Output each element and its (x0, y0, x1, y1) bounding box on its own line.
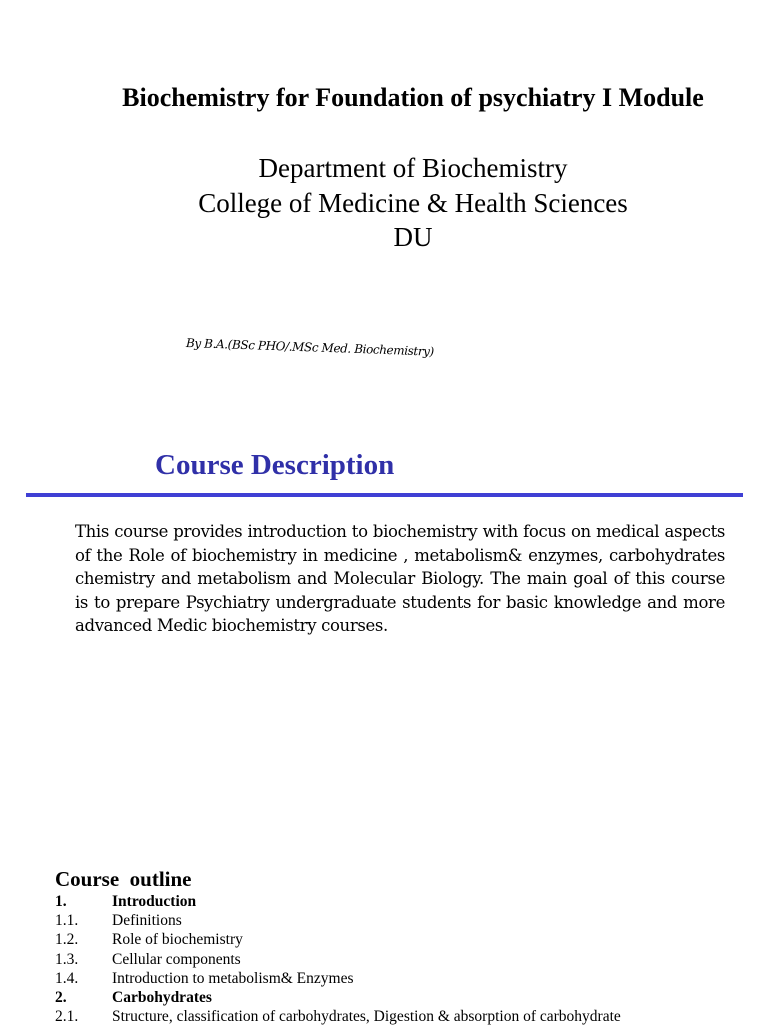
outline-item-text: Definitions (112, 912, 182, 930)
course-description-text: This course provides introduction to biochemistry with focus on medical aspects of the Role of biochemistry in medicine , metabolism& enzymes, carbohydrates chemistry and metabolism and Molecular Biology. The main goal of this course is to prepare Psychiatry undergraduate students for basic knowledge and more advanced Medic biochemistry courses. (75, 522, 725, 635)
outline-item-text: Role of biochemistry (112, 931, 243, 949)
course-outline-list (55, 892, 768, 1026)
outline-item-text: Introduction (112, 893, 197, 910)
outline-item-text: Carbohydrates (112, 988, 212, 1006)
department-name: Department of Biochemistry (258, 153, 568, 183)
outline-item-number: 1.2. (55, 931, 79, 949)
outline-item-number: 2.1. (55, 1008, 79, 1026)
outline-item-number: 1.4. (55, 969, 79, 987)
outline-item (55, 911, 768, 930)
author-credit: By B.A.(BSc PHO/.MSc Med. Biochemistry) (185, 336, 435, 359)
outline-item-number: 1.1. (55, 912, 79, 930)
course-outline-heading: Course outline (55, 867, 192, 891)
section-divider (26, 493, 743, 497)
outline-item-text: Structure, classification of carbohydrates, Digestion & absorption of carbohydrate (112, 1008, 621, 1026)
outline-item (55, 988, 768, 1007)
document-title: Biochemistry for Foundation of psychiatry I Module (122, 83, 704, 112)
outline-item (55, 1007, 768, 1026)
outline-item-number: 1.3. (55, 950, 79, 968)
outline-item-text: Introduction to metabolism& Enzymes (112, 969, 354, 987)
outline-item (55, 950, 768, 969)
course-description-heading: Course Description (155, 449, 395, 481)
institution-name: DU (393, 222, 433, 252)
outline-item (55, 930, 768, 949)
affiliation-block (0, 151, 768, 255)
outline-item-number: 1. (55, 893, 67, 910)
outline-item-text: Cellular components (112, 950, 241, 968)
college-name: College of Medicine & Health Sciences (198, 187, 628, 218)
outline-item-number: 2. (55, 988, 67, 1006)
outline-item (55, 892, 768, 911)
outline-item (55, 969, 768, 988)
